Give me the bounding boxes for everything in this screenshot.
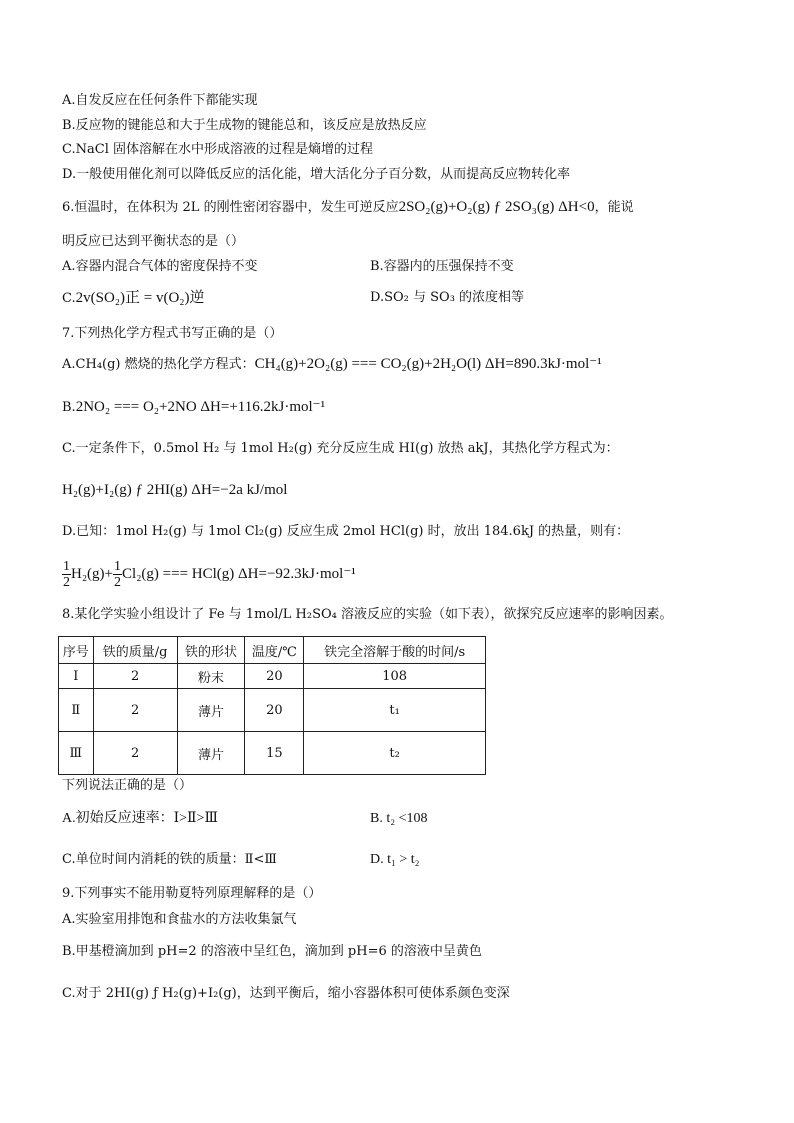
table-cell: Ⅲ <box>59 732 94 775</box>
q5-option-d: D.一般使用催化剂可以降低反应的活化能，增大活化分子百分数，从而提高反应物转化率 <box>62 167 571 182</box>
q7-option-a-prefix: A. <box>62 357 76 372</box>
fraction-one-half <box>62 559 71 590</box>
q7-option-a-equation: CH₄(g)+2O₂(g) === CO₂(g)+2H₂O(l) ΔH=890.3kJ·mol⁻¹ <box>254 356 602 372</box>
q6-option-d <box>370 289 524 307</box>
fraction-denominator: 2 <box>114 575 122 591</box>
q6-option-d-text: SO₂ 与 SO₃ 的浓度相等 <box>384 290 525 305</box>
table-cell: 20 <box>245 689 304 732</box>
q8-option-b: B. t₂ <108 <box>370 811 428 826</box>
q7-option-b-equation: 2NO₂ === O₂+2NO ΔH=+116.2kJ·mol⁻¹ <box>75 399 326 415</box>
q7-stem: 7.下列热化学方程式书写正确的是（） <box>62 326 283 341</box>
q8-data-table <box>58 636 486 775</box>
fraction-numerator: 1 <box>114 559 122 575</box>
q7-option-d-equation <box>62 557 356 591</box>
q6-option-c <box>62 289 205 308</box>
fraction-one-half-2 <box>113 559 122 590</box>
q7-option-c: C.一定条件下，0.5mol H₂ 与 1mol H₂(g) 充分反应生成 HI(g) 放热 akJ，其热化学方程式为： <box>62 441 619 456</box>
q7-option-d: D.已知：1mol H₂(g) 与 1mol Cl₂(g) 反应生成 2mol HCl(g) 时，放出 184.6kJ 的热量，则有： <box>62 524 630 539</box>
table-cell: Ⅰ <box>59 664 94 689</box>
table-cell: t₂ <box>304 732 486 775</box>
table-cell: 薄片 <box>177 689 245 732</box>
q7-option-a <box>62 355 602 374</box>
table-header-cell: 序号 <box>59 637 94 664</box>
q6-option-c-prefix: C. <box>62 291 76 306</box>
q7-option-b <box>62 398 325 417</box>
table-cell: 2 <box>93 732 177 775</box>
table-header-cell: 铁的质量/g <box>93 637 177 664</box>
table-cell: 15 <box>245 732 304 775</box>
q6-stem-prefix: 6.恒温时，在体积为 2L 的刚性密闭容器中，发生可逆反应 <box>62 200 399 215</box>
q6-stem <box>62 198 634 217</box>
q7-option-c-equation: H₂(g)+I₂(g) ƒ 2HI(g) ΔH=−2a kJ/mol <box>62 482 288 498</box>
table-cell: t₁ <box>304 689 486 732</box>
q9-stem: 9.下列事实不能用勒夏特列原理解释的是（） <box>62 886 322 901</box>
table-header-cell: 铁的形状 <box>177 637 245 664</box>
table-cell: 2 <box>93 689 177 732</box>
q7-option-a-text: CH₄(g) 燃烧的热化学方程式： <box>75 357 255 372</box>
q8-option-c: C.单位时间内消耗的铁的质量：Ⅱ<Ⅲ <box>62 852 277 867</box>
q5-option-b: B.反应物的键能总和大于生成物的键能总和，该反应是放热反应 <box>62 118 427 133</box>
q7-d-eq-rest: Cl₂(g) === HCl(g) ΔH=−92.3kJ·mol⁻¹ <box>122 566 356 582</box>
fraction-numerator: 1 <box>63 559 70 575</box>
table-cell: 2 <box>93 664 177 689</box>
q9-option-c: C.对于 2HI(g) ƒ H₂(g)+I₂(g)，达到平衡后，缩小容器体积可使体系颜色变深 <box>62 986 510 1001</box>
q8-option-a: A.初始反应速率：Ⅰ>Ⅱ>Ⅲ <box>62 811 218 826</box>
table-cell: 108 <box>304 664 486 689</box>
table-cell: 20 <box>245 664 304 689</box>
q9-option-b: B.甲基橙滴加到 pH=2 的溶液中呈红色，滴加到 pH=6 的溶液中呈黄色 <box>62 944 482 959</box>
q6-option-d-prefix: D. <box>370 290 385 305</box>
q8-option-d: D. t₁ > t₂ <box>370 852 420 867</box>
q5-option-a: A.自发反应在任何条件下都能实现 <box>62 93 258 108</box>
q6-option-a: A.容器内混合气体的密度保持不变 <box>62 259 258 274</box>
table-header-cell: 铁完全溶解于酸的时间/s <box>304 637 486 664</box>
q6-stem-equation: 2SO₂(g)+O₂(g) ƒ 2SO₃(g) ΔH<0 <box>398 199 595 215</box>
table-row <box>59 689 486 732</box>
table-row <box>59 664 486 689</box>
table-cell: 薄片 <box>177 732 245 775</box>
table-header-cell: 温度/℃ <box>245 637 304 664</box>
table-header-row <box>59 637 486 664</box>
q8-stem: 8.某化学实验小组设计了 Fe 与 1mol/L H₂SO₄ 溶液反应的实验（如下表），欲探究反应速率的影响因素。 <box>62 607 673 622</box>
q6-stem-line2: 明反应已达到平衡状态的是（） <box>62 234 245 249</box>
q7-option-b-prefix: B. <box>62 400 76 415</box>
q9-option-a: A.实验室用排饱和食盐水的方法收集氯气 <box>62 912 297 927</box>
q8-follow-up: 下列说法正确的是（） <box>62 778 193 793</box>
table-cell: Ⅱ <box>59 689 94 732</box>
fraction-denominator: 2 <box>63 575 70 591</box>
table-row <box>59 732 486 775</box>
table-cell: 粉末 <box>177 664 245 689</box>
q6-option-b: B.容器内的压强保持不变 <box>370 259 514 274</box>
q5-option-c: C.NaCl 固体溶解在水中形成溶液的过程是熵增的过程 <box>62 142 373 157</box>
q6-stem-suffix: ，能说 <box>594 200 634 215</box>
q6-option-c-equation: 2v(SO₂)正 = v(O₂)逆 <box>75 290 205 306</box>
q7-d-eq-h2: H₂(g)+ <box>71 566 114 582</box>
